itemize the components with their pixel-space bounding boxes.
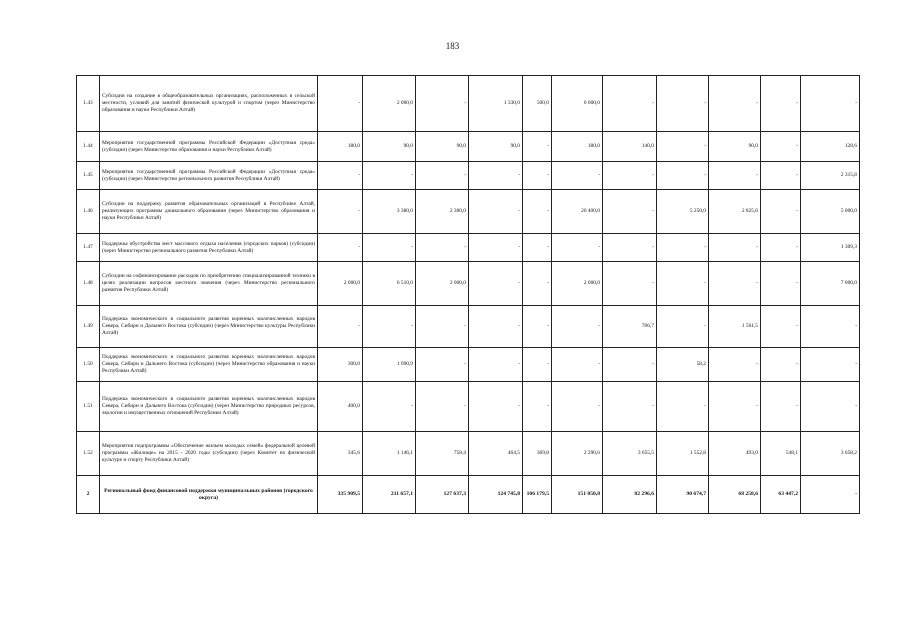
value-cell: -	[761, 76, 801, 132]
value-cell: -	[523, 306, 552, 348]
value-cell: 90,0	[469, 132, 523, 162]
page-number: 183	[445, 41, 460, 51]
row-number: 1.47	[77, 234, 100, 262]
value-cell: 180,0	[552, 132, 603, 162]
table-row	[77, 76, 860, 132]
value-cell: -	[761, 162, 801, 190]
value-cell: -	[761, 306, 801, 348]
value-cell: -	[657, 306, 709, 348]
table-row	[77, 432, 860, 476]
value-cell: -	[523, 234, 552, 262]
value-cell: -	[469, 262, 523, 306]
value-cell: 3 658,2	[801, 432, 860, 476]
value-cell: -	[603, 262, 657, 306]
value-cell: 20 400,0	[552, 190, 603, 234]
value-cell: -	[801, 76, 860, 132]
table-row	[77, 262, 860, 306]
value-cell: -	[552, 382, 603, 432]
value-cell: -	[523, 382, 552, 432]
row-number: 2	[77, 476, 100, 514]
row-description: Поддержка экономического и социального развития коренных малочисленных народов Севера, Сибири и Дальнего Востока (субсидии) (через Министерство образования и науки Республики Алтай)	[100, 348, 318, 382]
value-cell: 2 315,8	[801, 162, 860, 190]
row-description: Поддержка экономического и социального развития коренных малочисленных народов Севера, Сибири и Дальнего Востока (субсидии) (через Министерство природных ресурсов, экологии и имущественных отношений Республики Алтай)	[100, 382, 318, 432]
value-cell: -	[801, 348, 860, 382]
row-description: Субсидии на софинансирование расходов по приобретению специализированной техники в целях реализации вопросов местного значения (через Министерство регионального развития Республики Алтай)	[100, 262, 318, 306]
value-cell: -	[657, 234, 709, 262]
value-cell: 6 000,0	[552, 76, 603, 132]
table-body	[77, 76, 860, 514]
table-row	[77, 382, 860, 432]
value-cell: 2 000,0	[552, 262, 603, 306]
table-row	[77, 190, 860, 234]
value-cell: -	[318, 162, 363, 190]
row-description: Мероприятия государственной программы Российской Федерации «Доступная среда» (субсидии) (через Министерство образования и науки Республики Алтай)	[100, 132, 318, 162]
value-cell: -	[523, 348, 552, 382]
value-cell: -	[709, 382, 761, 432]
row-number: 1.48	[77, 262, 100, 306]
value-cell: -	[416, 162, 469, 190]
value-cell: 5 250,0	[657, 190, 709, 234]
value-cell: 1 146,1	[363, 432, 416, 476]
value-cell: 106 179,5	[523, 476, 552, 514]
value-cell: 300,0	[318, 348, 363, 382]
value-cell: -	[363, 382, 416, 432]
value-cell: 3 380,0	[363, 190, 416, 234]
value-cell: 90,0	[709, 132, 761, 162]
value-cell: 5 000,0	[801, 190, 860, 234]
value-cell: -	[469, 234, 523, 262]
value-cell: -	[416, 382, 469, 432]
value-cell: 180,0	[318, 132, 363, 162]
value-cell: -	[523, 132, 552, 162]
value-cell: 2 000,0	[318, 262, 363, 306]
value-cell: -	[416, 76, 469, 132]
row-description: Мероприятия государственной программы Российской Федерации «Доступная среда» (субсидии) (через Министерство регионального развития Республики Алтай)	[100, 162, 318, 190]
value-cell: -	[603, 162, 657, 190]
value-cell: -	[523, 162, 552, 190]
table-row	[77, 234, 860, 262]
value-cell: 758,4	[416, 432, 469, 476]
value-cell: -	[657, 382, 709, 432]
value-cell: 7 000,0	[801, 262, 860, 306]
value-cell: 2 825,6	[709, 190, 761, 234]
budget-table	[76, 75, 860, 514]
value-cell: -	[709, 76, 761, 132]
value-cell: 493,0	[709, 432, 761, 476]
value-cell: -	[469, 162, 523, 190]
value-cell: 127 637,3	[416, 476, 469, 514]
value-cell: -	[761, 190, 801, 234]
value-cell: -	[416, 348, 469, 382]
value-cell: -	[761, 262, 801, 306]
value-cell: 369,8	[523, 432, 552, 476]
value-cell: -	[552, 162, 603, 190]
table-row	[77, 162, 860, 190]
value-cell: 90,0	[363, 132, 416, 162]
value-cell: 1 090,9	[363, 348, 416, 382]
value-cell: 58,2	[657, 348, 709, 382]
value-cell: -	[709, 162, 761, 190]
value-cell: 124 745,8	[469, 476, 523, 514]
value-cell: -	[603, 382, 657, 432]
value-cell: -	[318, 190, 363, 234]
value-cell: 2 300,0	[416, 190, 469, 234]
value-cell: -	[709, 234, 761, 262]
value-cell: -	[552, 348, 603, 382]
value-cell: -	[657, 132, 709, 162]
row-description: Поддержка обустройства мест массового отдыха населения (городских парков) (субсидии) (через Министерство регионального развития Республики Алтай)	[100, 234, 318, 262]
value-cell: 706,7	[603, 306, 657, 348]
value-cell: -	[603, 76, 657, 132]
value-cell: -	[761, 348, 801, 382]
value-cell: -	[363, 162, 416, 190]
value-cell: -	[552, 306, 603, 348]
value-cell: -	[709, 348, 761, 382]
value-cell: -	[363, 234, 416, 262]
value-cell: 82 296,6	[603, 476, 657, 514]
value-cell: -	[657, 162, 709, 190]
value-cell: 90,0	[416, 132, 469, 162]
value-cell: -	[318, 76, 363, 132]
value-cell: -	[416, 234, 469, 262]
table-total-row	[77, 476, 860, 514]
row-number: 1.52	[77, 432, 100, 476]
row-description: Субсидии на поддержку развития образовательных организаций в Республике Алтай, реализующих программы дошкольного образования (через Министерство образования и науки Республики Алтай)	[100, 190, 318, 234]
value-cell: -	[761, 382, 801, 432]
row-number: 1.49	[77, 306, 100, 348]
value-cell: -	[318, 306, 363, 348]
row-description: Мероприятия подпрограммы «Обеспечение жильем молодых семей» федеральной целевой программы «Жилище» на 2015 - 2020 годы (субсидии) (через Комитет по физической культуре и спорту Республики Алтай)	[100, 432, 318, 476]
value-cell: -	[657, 262, 709, 306]
row-description: Поддержка экономического и социального развития коренных малочисленных народов Севера, Сибири и Дальнего Востока (субсидии) (через Министерство культуры Республики Алтай)	[100, 306, 318, 348]
value-cell: -	[469, 306, 523, 348]
value-cell: 400,0	[318, 382, 363, 432]
row-number: 1.45	[77, 162, 100, 190]
row-number: 1.46	[77, 190, 100, 234]
value-cell: 1 552,8	[657, 432, 709, 476]
row-description: Субсидии на создание в общеобразовательных организациях, расположенных в сельской местности, условий для занятий физической культурой и спортом (через Министерство образования и науки Республики Алтай)	[100, 76, 318, 132]
row-number: 1.51	[77, 382, 100, 432]
value-cell: -	[801, 306, 860, 348]
value-cell: 2 290,6	[552, 432, 603, 476]
value-cell: -	[552, 234, 603, 262]
value-cell: -	[363, 306, 416, 348]
value-cell: -	[761, 234, 801, 262]
value-cell: 2 000,0	[416, 262, 469, 306]
value-cell: 128,6	[801, 132, 860, 162]
value-cell: 335 909,5	[318, 476, 363, 514]
value-cell: 211 657,1	[363, 476, 416, 514]
table-row	[77, 306, 860, 348]
value-cell: 2 000,0	[363, 76, 416, 132]
row-number: 1.50	[77, 348, 100, 382]
value-cell: 63 447,2	[761, 476, 801, 514]
value-cell: -	[801, 382, 860, 432]
value-cell: 90 674,7	[657, 476, 709, 514]
value-cell: 345,6	[318, 432, 363, 476]
value-cell: -	[318, 234, 363, 262]
value-cell: 68 258,6	[709, 476, 761, 514]
value-cell: 140,0	[603, 132, 657, 162]
value-cell: -	[416, 306, 469, 348]
value-cell: -	[469, 382, 523, 432]
value-cell: 6 510,0	[363, 262, 416, 306]
value-cell: -	[603, 190, 657, 234]
row-description: Региональный фонд финансовой поддержки муниципальных районов (городского округа)	[100, 476, 318, 514]
value-cell: 1 309,3	[801, 234, 860, 262]
value-cell: -	[523, 190, 552, 234]
value-cell: -	[603, 234, 657, 262]
value-cell: -	[469, 348, 523, 382]
value-cell: 3 655,5	[603, 432, 657, 476]
value-cell: 548,1	[761, 432, 801, 476]
value-cell: 1 561,5	[709, 306, 761, 348]
value-cell: -	[709, 262, 761, 306]
value-cell: 464,5	[469, 432, 523, 476]
value-cell: -	[761, 132, 801, 162]
value-cell: -	[523, 262, 552, 306]
table-row	[77, 348, 860, 382]
value-cell: 151 050,8	[552, 476, 603, 514]
value-cell: -	[469, 190, 523, 234]
value-cell: 1 330,0	[469, 76, 523, 132]
row-number: 1.44	[77, 132, 100, 162]
value-cell: 500,0	[523, 76, 552, 132]
table-row	[77, 132, 860, 162]
value-cell: -	[801, 476, 860, 514]
value-cell: -	[657, 76, 709, 132]
row-number: 1.43	[77, 76, 100, 132]
value-cell: -	[603, 348, 657, 382]
